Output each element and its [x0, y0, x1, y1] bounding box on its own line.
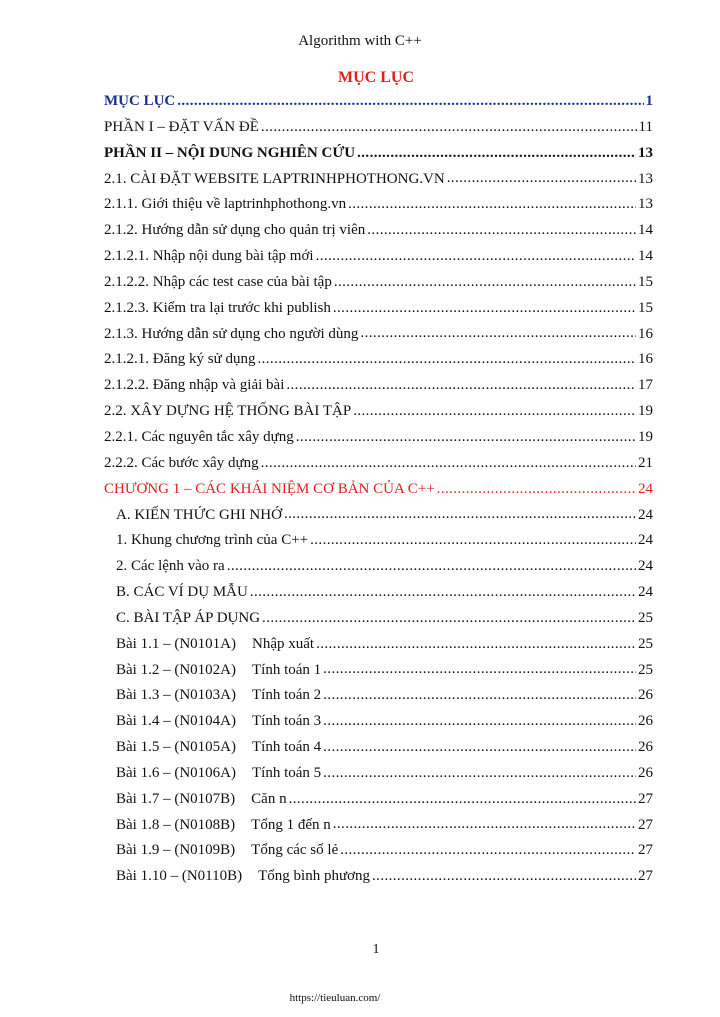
toc-entry[interactable]: [104, 838, 653, 864]
toc-entry-text: Bài 1.6 – (N0106A): [116, 764, 236, 781]
toc-entry-page: 16: [638, 325, 653, 342]
toc-entry-page: 26: [638, 687, 653, 704]
toc-entry-text: A. KIẾN THỨC GHI NHỚ: [116, 506, 282, 523]
toc-entry-page: 27: [638, 790, 653, 807]
toc-entry-label: [104, 115, 259, 141]
toc-entry-page: 17: [638, 377, 653, 394]
toc-entry-text: CHƯƠNG 1 – CÁC KHÁI NIỆM CƠ BẢN CỦA C++: [104, 480, 435, 497]
toc-entry[interactable]: [104, 503, 653, 529]
toc-entry-label: [116, 761, 321, 787]
toc-entry-page: 25: [638, 609, 653, 626]
toc-entry-page: 24: [638, 480, 653, 497]
dot-leader: [372, 864, 636, 890]
toc-entry-page: 25: [638, 635, 653, 652]
dot-leader: [437, 477, 636, 503]
toc-entry[interactable]: [104, 347, 653, 373]
toc-entry[interactable]: [104, 218, 653, 244]
dot-leader: [286, 373, 636, 399]
toc-entry-page: 27: [638, 868, 653, 885]
dot-leader: [333, 296, 636, 322]
toc-entry-text: Bài 1.5 – (N0105A): [116, 739, 236, 756]
toc-entry-label: [116, 554, 225, 580]
toc-entry[interactable]: [104, 658, 653, 684]
dot-leader: [333, 813, 636, 839]
toc-entry-label: [104, 218, 365, 244]
toc-entry-text: Bài 1.7 – (N0107B): [116, 790, 236, 807]
toc-entry-label: [116, 580, 248, 606]
toc-entry[interactable]: [104, 761, 653, 787]
toc-entry-label: [104, 141, 355, 167]
toc-entry-page: 15: [638, 299, 653, 316]
toc-entry-text: Bài 1.4 – (N0104A): [116, 713, 236, 730]
toc-entry-title: Nhập xuất: [252, 635, 315, 652]
footer-url: https://tieuluan.com/: [289, 992, 381, 1004]
toc-entry-text: Bài 1.2 – (N0102A): [116, 661, 236, 678]
toc-entry[interactable]: [104, 399, 653, 425]
toc-entry-title: Tính toán 5: [252, 764, 322, 781]
toc-entry[interactable]: [104, 683, 653, 709]
toc-entry-text: 2.1.2.1. Nhập nội dung bài tập mới: [104, 248, 314, 265]
toc-entry-text: B. CÁC VÍ DỤ MẪU: [116, 584, 248, 601]
toc-entry-text: 2.1.2.1. Đăng ký sử dụng: [104, 351, 256, 368]
toc-entry-page: 14: [638, 222, 653, 239]
toc-entry-text: Bài 1.1 – (N0101A): [116, 635, 236, 652]
dot-leader: [323, 683, 636, 709]
toc-entry-label: [104, 167, 445, 193]
dot-leader: [360, 322, 636, 348]
toc-entry-page: 24: [638, 558, 653, 575]
toc-entry[interactable]: [104, 270, 653, 296]
toc-entry-page: 16: [638, 351, 653, 368]
toc-entry-text: 1. Khung chương trình của C++: [116, 532, 309, 549]
dot-leader: [340, 838, 636, 864]
toc-entry[interactable]: [104, 632, 653, 658]
toc-entry-label: [116, 606, 260, 632]
toc-entry-page: 11: [638, 118, 653, 135]
toc-entry-page: 13: [638, 144, 653, 161]
toc-entry-page: 26: [638, 764, 653, 781]
toc-entry-page: 19: [638, 428, 653, 445]
toc-entry-label: [116, 735, 321, 761]
toc-entry-page: 25: [638, 661, 653, 678]
toc-entry-text: 2.1. CÀI ĐẶT WEBSITE LAPTRINHPHOTHONG.VN: [104, 170, 445, 187]
toc-entry[interactable]: [104, 864, 653, 890]
toc-entry[interactable]: [104, 528, 653, 554]
toc-entry-page: 14: [638, 248, 653, 265]
toc-entry-label: [116, 709, 321, 735]
toc-entry-page: 24: [638, 532, 653, 549]
toc-entry-text: 2.1.2. Hướng dẫn sử dụng cho quản trị viên: [104, 222, 366, 239]
toc-entry-label: [104, 425, 294, 451]
toc-entry-text: MỤC LỤC: [104, 93, 176, 109]
toc-entry[interactable]: [104, 477, 653, 503]
toc-entry-page: 27: [638, 842, 653, 859]
toc-entry-title: Tính toán 1: [252, 661, 322, 678]
dot-leader: [261, 451, 636, 477]
page-number: 1: [372, 942, 380, 957]
dot-leader: [257, 347, 636, 373]
toc-entry-label: [104, 192, 346, 218]
toc-entry-label: [104, 322, 358, 348]
toc-entry[interactable]: [104, 554, 653, 580]
toc-entry[interactable]: [104, 813, 653, 839]
dot-leader: [316, 244, 636, 270]
toc-entry[interactable]: [104, 606, 653, 632]
dot-leader: [296, 425, 636, 451]
toc-entry[interactable]: [104, 167, 653, 193]
toc-entry[interactable]: [104, 89, 653, 115]
toc-entry-text: C. BÀI TẬP ÁP DỤNG: [116, 609, 261, 626]
toc-entry-label: [104, 399, 351, 425]
toc-entry[interactable]: [104, 296, 653, 322]
dot-leader: [284, 503, 636, 529]
dot-leader: [310, 528, 636, 554]
dot-leader: [316, 632, 636, 658]
toc-entry-title: Tổng các số lẻ: [251, 842, 339, 859]
toc-entry-page: 13: [638, 196, 653, 213]
toc-entry[interactable]: [104, 787, 653, 813]
toc-entry-title: Tổng bình phương: [258, 868, 371, 885]
toc-entry-text: 2.2. XÂY DỰNG HỆ THỐNG BÀI TẬP: [104, 403, 352, 420]
toc-entry[interactable]: [104, 451, 653, 477]
running-header: Algorithm with C++: [298, 33, 422, 49]
dot-leader: [323, 709, 636, 735]
dot-leader: [289, 787, 636, 813]
toc-entry-text: PHẦN II – NỘI DUNG NGHIÊN CỨU: [104, 144, 356, 161]
toc-entry-text: PHẦN I – ĐẶT VẤN ĐỀ: [104, 118, 259, 135]
toc-entry-label: [104, 244, 314, 270]
toc-entry-label: [104, 89, 175, 115]
toc-entry-text: 2.2.2. Các bước xây dựng: [104, 454, 259, 471]
toc-entry[interactable]: [104, 580, 653, 606]
toc-entry-text: 2.1.2.2. Đăng nhập và giải bài: [104, 377, 285, 394]
toc-entry-label: [104, 373, 284, 399]
toc-entry-text: 2.1.2.2. Nhập các test case của bài tập: [104, 273, 332, 290]
toc-entry-text: 2.1.2.3. Kiểm tra lại trước khi publish: [104, 299, 331, 316]
toc-entry[interactable]: [104, 244, 653, 270]
toc-entry-text: Bài 1.10 – (N0110B): [116, 868, 243, 885]
toc-entry-label: [104, 451, 259, 477]
dot-leader: [227, 554, 636, 580]
toc-entry[interactable]: [104, 141, 653, 167]
toc-entry-label: [116, 787, 287, 813]
toc-entry-page: 1: [645, 93, 653, 109]
dot-leader: [323, 735, 636, 761]
table-of-contents: [104, 89, 653, 890]
dot-leader: [261, 115, 637, 141]
toc-entry-text: 2.1.3. Hướng dẫn sử dụng cho người dùng: [104, 325, 359, 342]
dot-leader: [334, 270, 636, 296]
toc-entry-text: 2.2.1. Các nguyên tắc xây dựng: [104, 428, 294, 445]
toc-entry-page: 19: [638, 403, 653, 420]
dot-leader: [357, 141, 636, 167]
dot-leader: [262, 606, 636, 632]
toc-entry-page: 27: [638, 816, 653, 833]
toc-entry-label: [116, 683, 321, 709]
toc-entry-page: 15: [638, 273, 653, 290]
toc-entry-label: [116, 658, 321, 684]
toc-entry-label: [116, 528, 308, 554]
toc-entry-page: 26: [638, 739, 653, 756]
toc-entry-label: [104, 296, 331, 322]
toc-entry-text: 2.1.1. Giới thiệu về laptrinhphothong.vn: [104, 196, 347, 213]
toc-entry[interactable]: [104, 192, 653, 218]
toc-entry-page: 13: [638, 170, 653, 187]
toc-entry-label: [104, 270, 332, 296]
toc-entry-page: 26: [638, 713, 653, 730]
dot-leader: [323, 658, 636, 684]
toc-entry-label: [116, 838, 338, 864]
toc-entry-title: Tính toán 4: [252, 739, 322, 756]
toc-entry-title: Tính toán 2: [252, 687, 322, 704]
toc-entry[interactable]: [104, 373, 653, 399]
toc-entry[interactable]: [104, 115, 653, 141]
toc-entry-label: [104, 477, 435, 503]
toc-entry-label: [116, 813, 331, 839]
dot-leader: [353, 399, 636, 425]
toc-entry[interactable]: [104, 735, 653, 761]
toc-entry-title: Căn n: [251, 790, 287, 807]
dot-leader: [447, 167, 636, 193]
toc-entry-text: Bài 1.9 – (N0109B): [116, 842, 236, 859]
dot-leader: [367, 218, 636, 244]
dot-leader: [348, 192, 636, 218]
toc-entry-text: Bài 1.8 – (N0108B): [116, 816, 236, 833]
toc-entry-title: Tổng 1 đến n: [251, 816, 331, 833]
toc-entry-text: Bài 1.3 – (N0103A): [116, 687, 236, 704]
toc-title: MỤC LỤC: [338, 69, 414, 86]
toc-entry-page: 24: [638, 584, 653, 601]
dot-leader: [323, 761, 636, 787]
toc-entry-label: [116, 503, 282, 529]
toc-entry[interactable]: [104, 322, 653, 348]
toc-entry[interactable]: [104, 425, 653, 451]
toc-entry-label: [116, 632, 314, 658]
toc-entry-page: 21: [638, 454, 653, 471]
dot-leader: [250, 580, 636, 606]
toc-entry-text: 2. Các lệnh vào ra: [116, 558, 225, 575]
toc-entry-title: Tính toán 3: [252, 713, 322, 730]
dot-leader: [177, 89, 643, 115]
toc-entry-page: 24: [638, 506, 653, 523]
toc-entry[interactable]: [104, 709, 653, 735]
toc-entry-label: [104, 347, 255, 373]
toc-entry-label: [116, 864, 370, 890]
